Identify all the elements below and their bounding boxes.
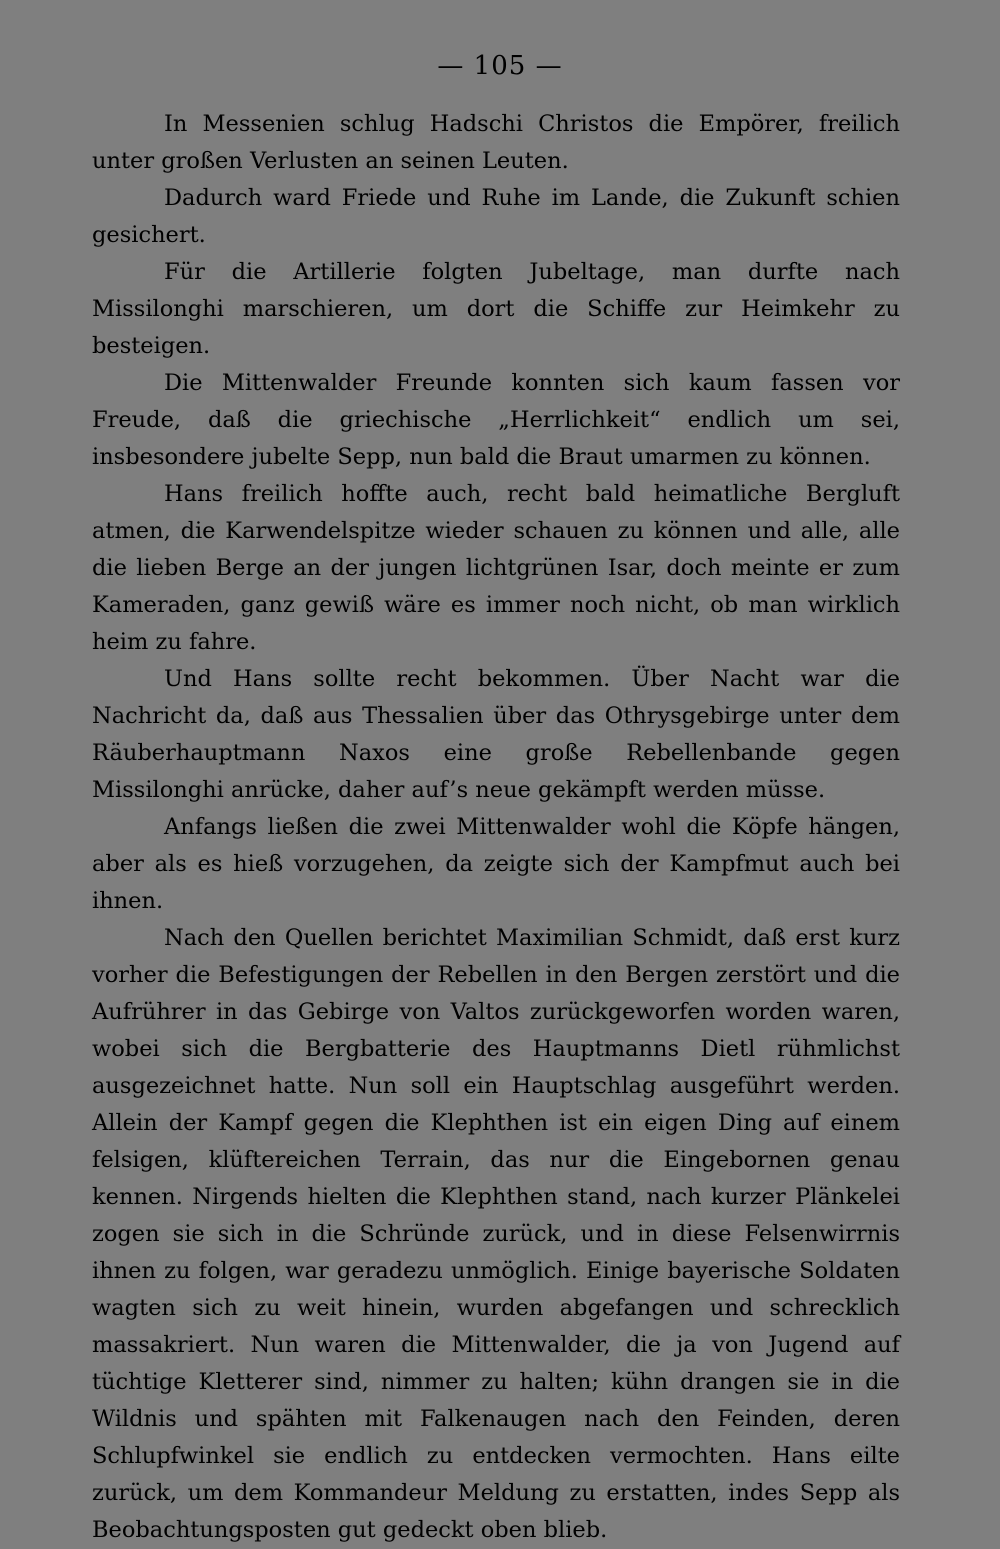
- paragraph: Dadurch ward Friede und Ruhe im Lande, die Zukunft schien gesichert.: [92, 185, 900, 248]
- paragraph: Die Mittenwalder Freunde konnten sich kaum fassen vor Freude, daß die griechische „Herrlichkeit“ endlich um sei, insbesondere jubelte Sepp, nun bald die Braut umarmen zu können.: [92, 370, 900, 470]
- paragraph: Hans freilich hoffte auch, recht bald heimatliche Bergluft atmen, die Karwendelspitze wieder schauen zu können und alle, alle die lieben Berge an der jungen lichtgrünen Isar, doch meinte er zum Kameraden, ganz gewiß wäre es immer noch nicht, ob man wirklich heim zu fahre.: [92, 481, 900, 655]
- body-text: [92, 106, 900, 1549]
- paragraph: Für die Artillerie folgten Jubeltage, man durfte nach Missilonghi marschieren, um dort die Schiffe zur Heimkehr zu besteigen.: [92, 259, 900, 359]
- paragraph: Nach den Quellen berichtet Maximilian Schmidt, daß erst kurz vorher die Befestigungen der Rebellen in den Bergen zerstört und die Aufrührer in das Gebirge von Valtos zurückgeworfen worden waren, wobei sich die Bergbatterie des Hauptmanns Dietl rühmlichst ausgezeichnet hatte. Nun soll ein Hauptschlag ausgeführt werden. Allein der Kampf gegen die Klephthen ist ein eigen Ding auf einem felsigen, klüftereichen Terrain, das nur die Eingebornen genau kennen. Nirgends hielten die Klephthen stand, nach kurzer Plänkelei zogen sie sich in die Schründe zurück, und in diese Felsenwirrnis ihnen zu folgen, war geradezu unmöglich. Einige bayerische Soldaten wagten sich zu weit hinein, wurden abgefangen und schrecklich massakriert. Nun waren die Mittenwalder, die ja von Jugend auf tüchtige Kletterer sind, nimmer zu halten; kühn drangen sie in die Wildnis und spähten mit Falkenaugen nach den Feinden, deren Schlupfwinkel sie endlich zu entdecken vermochten. Hans eilte zurück, um dem Kommandeur Meldung zu erstatten, indes Sepp als Beobachtungsposten gut gedeckt oben blieb.: [92, 925, 900, 1543]
- paragraph: Und Hans sollte recht bekommen. Über Nacht war die Nachricht da, daß aus Thessalien über das Othrysgebirge unter dem Räuberhauptmann Naxos eine große Rebellenbande gegen Missilonghi anrücke, daher auf’s neue gekämpft werden müsse.: [92, 666, 900, 803]
- paragraph: Anfangs ließen die zwei Mittenwalder wohl die Köpfe hängen, aber als es hieß vorzugehen, da zeigte sich der Kampfmut auch bei ihnen.: [92, 814, 900, 914]
- paragraph: In Messenien schlug Hadschi Christos die Empörer, freilich unter großen Verlusten an seinen Leuten.: [92, 111, 900, 174]
- page-number: — 105 —: [437, 51, 563, 81]
